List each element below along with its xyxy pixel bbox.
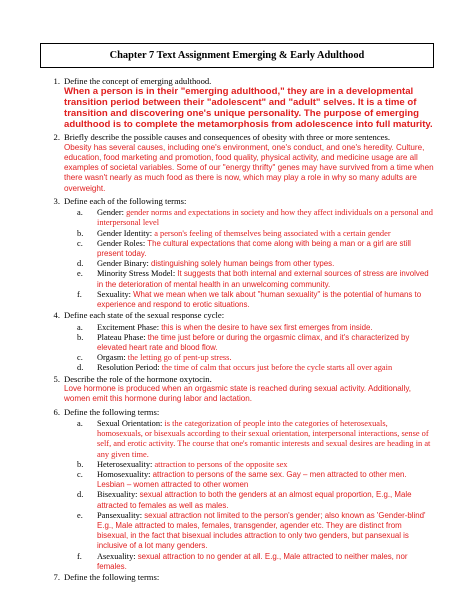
term-definition: a person's feeling of themselves being associated with a certain gender — [154, 228, 391, 238]
term-item — [40, 460, 434, 470]
question-number: 7. — [53, 571, 60, 582]
term-letter: a. — [77, 208, 83, 218]
term-item — [40, 419, 434, 460]
term-item — [40, 363, 434, 373]
question-item — [40, 132, 434, 193]
question-item — [40, 76, 434, 130]
term-letter: c. — [77, 238, 83, 248]
term-definition: sexual attraction to both the genders at an almost equal proportion, E.g., Male attracted to females as well as males. — [97, 490, 412, 510]
term-definition: The cultural expectations that come along with being a man or a girl are still present today. — [97, 238, 411, 259]
answer-text: Obesity has several causes, including one's environment, one's conduct, and one's heredity. Culture, education, food marketing and promotion, food quality, physical activity, and medicine usage are all examples of societal variables. Some of our "energy thrifty" genes may have survived from a time when there wasn't nearly as much food as there is now, which may play a role in why so many adults are overweight. — [64, 142, 434, 193]
term-definition: attraction to persons of the same sex. Gay – men attracted to other men. Lesbian – women attracted to other women — [97, 469, 407, 490]
term-item — [40, 552, 434, 572]
term-label: Homosexuality: — [97, 469, 153, 479]
term-label: Resolution Period: — [97, 363, 162, 373]
question-item — [40, 572, 434, 582]
question-number: 3. — [53, 195, 60, 206]
term-definition: the letting go of pent-up stress. — [127, 353, 232, 363]
question-prompt: Define the concept of emerging adulthood. — [64, 76, 212, 86]
question-prompt: Define each state of the sexual response cycle: — [64, 310, 225, 321]
term-label: Excitement Phase: — [97, 322, 162, 332]
term-label: Heterosexuality: — [97, 459, 155, 469]
term-letter: e. — [77, 269, 83, 279]
term-definition: this is when the desire to have sex first emerges from inside. — [161, 322, 373, 332]
term-label: Gender Binary: — [97, 259, 151, 269]
term-item — [40, 290, 434, 310]
question-item — [40, 310, 434, 320]
term-letter: d. — [77, 259, 84, 269]
term-letter: a. — [77, 322, 83, 332]
question-number: 4. — [53, 310, 60, 321]
term-letter: e. — [77, 510, 83, 520]
term-label: Gender Identity: — [97, 228, 155, 238]
term-letter: d. — [77, 490, 84, 500]
question-item — [40, 196, 434, 206]
answer-text: Love hormone is produced when an orgasmic state is reached during sexual activity. Additionally, women emit this hormone during labor and lactation. — [64, 384, 412, 404]
term-label: Sexuality: — [97, 289, 134, 299]
term-item — [40, 259, 434, 269]
term-letter: b. — [77, 228, 84, 238]
answer-text: When a person is in their "emerging adulthood," they are in a developmental transition period between their "adolescent" and "adult" selves. It is a time of transition and discovering one's unique personality. The purpose of emerging adulthood is to complete the metamorphosis from adolescence into full maturity. — [64, 86, 433, 131]
question-list — [40, 76, 434, 582]
question-number: 1. — [53, 76, 60, 86]
term-definition: attraction to persons of the opposite sex — [154, 459, 288, 469]
term-definition: gender norms and expectations in society and how they affect individuals on a personal and interpersonal level — [97, 208, 433, 228]
term-letter: f. — [77, 289, 82, 299]
term-label: Gender: — [97, 208, 127, 218]
term-item — [40, 269, 434, 289]
term-label: Minority Stress Model: — [97, 269, 178, 279]
term-definition: the time of calm that occurs just before the cycle starts all over again — [161, 363, 393, 373]
question-prompt: Define the following terms: — [64, 571, 160, 582]
term-item — [40, 239, 434, 259]
term-definition: It suggests that both internal and external sources of stress are involved in the deterioration of mental health in an unwelcoming community. — [97, 269, 429, 289]
term-item — [40, 333, 434, 353]
term-letter: c. — [77, 469, 83, 479]
term-letter: d. — [77, 363, 84, 373]
question-prompt: Define each of the following terms: — [64, 195, 187, 206]
term-letter: c. — [77, 353, 83, 363]
question-prompt: Define the following terms: — [64, 406, 160, 417]
term-item — [40, 229, 434, 239]
term-letter: a. — [77, 418, 83, 428]
term-letter: b. — [77, 332, 84, 342]
term-definition: is the categorization of people into the categories of heterosexuals, homosexuals, or bisexuals according to their sexual orientation, interpersonal interactions, sense of self, and erotic activity. The course that one's romantic interests and sexual desires are heading in at any given time. — [97, 418, 431, 459]
term-label: Gender Roles: — [97, 238, 148, 248]
term-item — [40, 353, 434, 363]
term-definition: sexual attraction to no gender at all. E.g., Male attracted to neither males, nor females. — [97, 551, 408, 571]
term-item — [40, 490, 434, 510]
question-item — [40, 374, 434, 405]
term-definition: sexual attraction not limited to the person's gender; also known as 'Gender-blind' E.g., Male attracted to males, females, transgender, agender etc. They are distinct from bisexual, in the fact that bisexual includes attraction to only two genders, but pansexual is inclusive of a lot many genders. — [97, 510, 426, 551]
term-letter: f. — [77, 551, 82, 561]
term-label: Asexuality: — [97, 551, 138, 561]
question-number: 6. — [53, 406, 60, 417]
question-number: 2. — [53, 132, 60, 143]
question-prompt: Briefly describe the possible causes and consequences of obesity with three or more sentences. — [64, 132, 390, 143]
question-number: 5. — [53, 373, 60, 384]
term-label: Sexual Orientation: — [97, 418, 165, 428]
term-definition: What we mean when we talk about "human sexuality" is the potential of humans to experience and respond to erotic situations. — [97, 289, 422, 310]
term-label: Pansexuality: — [97, 510, 145, 520]
term-label: Orgasm: — [97, 353, 128, 363]
term-item — [40, 323, 434, 333]
document-title: Chapter 7 Text Assignment Emerging & Early Adulthood — [40, 43, 434, 68]
term-letter: b. — [77, 459, 84, 469]
term-item — [40, 511, 434, 552]
term-label: Plateau Phase: — [97, 332, 148, 342]
question-item — [40, 407, 434, 417]
term-definition: the time just before or during the orgasmic climax, and it's characterized by elevated heart rate and blood flow. — [97, 332, 410, 353]
term-item — [40, 470, 434, 490]
term-definition: distinguishing solely human beings from other types. — [150, 259, 335, 269]
term-label: Bisexuality: — [97, 490, 140, 500]
term-item — [40, 208, 434, 228]
question-prompt: Describe the role of the hormone oxytocin. — [64, 373, 212, 384]
